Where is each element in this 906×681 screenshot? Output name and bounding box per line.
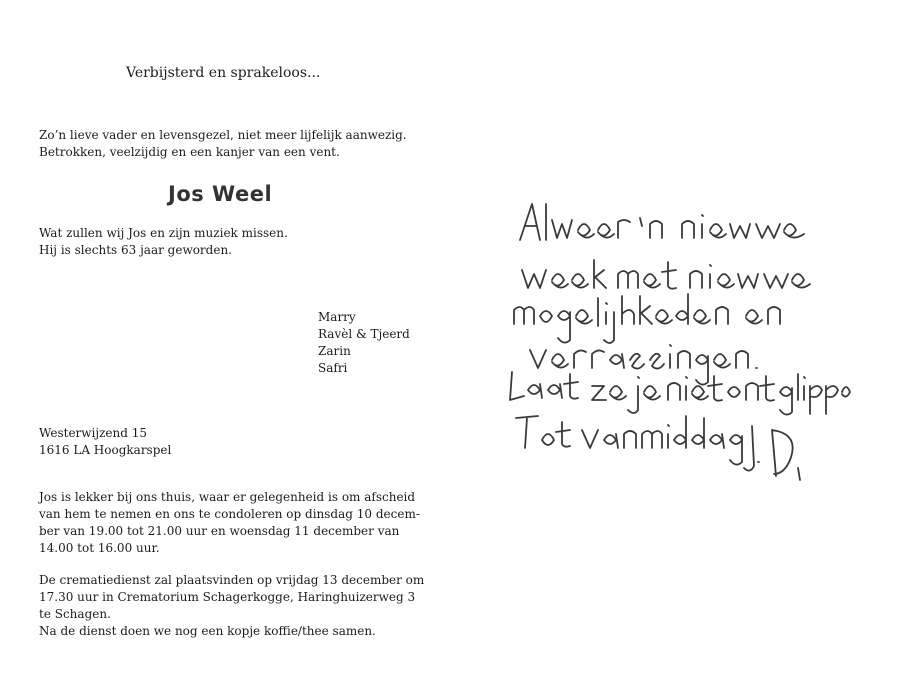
heading: Verbijsterd en sprakeloos... bbox=[126, 65, 321, 81]
family-names bbox=[318, 309, 410, 377]
address-line: Westerwijzend 15 bbox=[39, 426, 148, 440]
service-line: te Schagen. bbox=[39, 607, 111, 621]
visit-line: Jos is lekker bij ons thuis, waar er gelegenheid is om afscheid bbox=[39, 490, 416, 504]
visit-paragraph bbox=[39, 489, 420, 557]
intro-text bbox=[39, 127, 407, 161]
visit-line: ber van 19.00 tot 21.00 uur en woensdag 11 december van bbox=[39, 524, 400, 538]
visit-line: 14.00 tot 16.00 uur. bbox=[39, 541, 160, 555]
family-name: Zarin bbox=[318, 344, 351, 358]
intro-line: Betrokken, veelzijdig en een kanjer van een vent. bbox=[39, 145, 340, 159]
address-block bbox=[39, 425, 171, 459]
family-name: Safri bbox=[318, 361, 348, 375]
family-name: Marry bbox=[318, 310, 356, 324]
miss-text bbox=[39, 225, 288, 259]
service-paragraph bbox=[39, 572, 424, 640]
intro-line: Zo’n lieve vader en levensgezel, niet meer lijfelijk aanwezig. bbox=[39, 128, 407, 142]
deceased-name: Jos Weel bbox=[168, 182, 273, 206]
miss-line: Hij is slechts 63 jaar geworden. bbox=[39, 243, 232, 257]
visit-line: van hem te nemen en ons te condoleren op dinsdag 10 decem- bbox=[39, 507, 420, 521]
service-line: De crematiedienst zal plaatsvinden op vrijdag 13 december om bbox=[39, 573, 425, 587]
family-name: Ravèl & Tjeerd bbox=[318, 327, 410, 341]
miss-line: Wat zullen wij Jos en zijn muziek missen. bbox=[39, 226, 288, 240]
service-line: Na de dienst doen we nog een kopje koffie/thee samen. bbox=[39, 624, 376, 638]
address-line: 1616 LA Hoogkarspel bbox=[39, 443, 172, 457]
service-line: 17.30 uur in Crematorium Schagerkogge, Haringhuizerweg 3 bbox=[39, 590, 416, 604]
handwriting-drawing bbox=[500, 190, 860, 490]
handwritten-note bbox=[500, 190, 860, 490]
